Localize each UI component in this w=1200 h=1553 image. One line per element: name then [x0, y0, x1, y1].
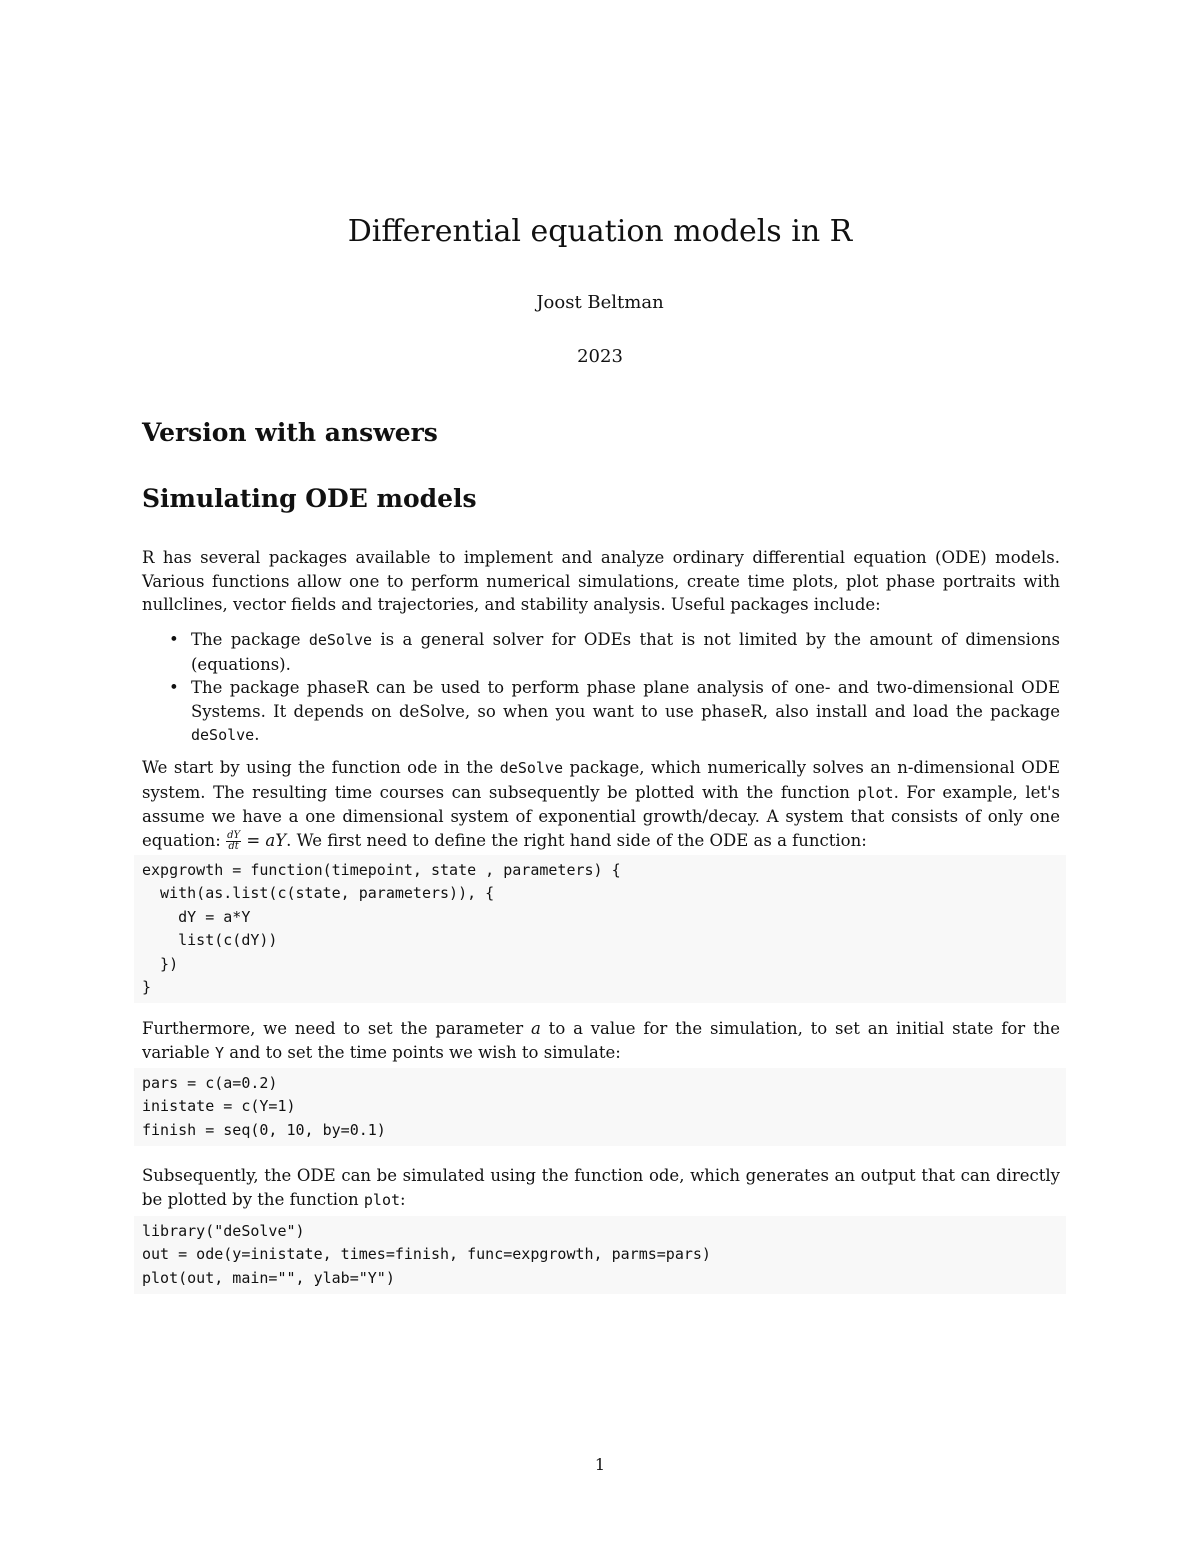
- list-item: • The package phaseR can be used to perform phase plane analysis of one- and two-dimensional ODE Systems. It depends on deSolve, so when you want to use phaseR, also install and load the package deSolve.: [169, 678, 1060, 744]
- parameter-variable: a: [531, 1019, 541, 1038]
- equation-rhs: = aY: [241, 830, 287, 850]
- heading-version: Version with answers: [142, 418, 438, 447]
- code-block-function: expgrowth = function(timepoint, state , parameters) { with(as.list(c(state, parameters)), { dY = a*Y list(c(dY)) }) }: [134, 855, 1066, 1003]
- inline-code: deSolve: [499, 759, 563, 777]
- page-number: 1: [594, 1455, 606, 1474]
- simulate-paragraph: Subsequently, the ODE can be simulated using the function ode, which generates an output that can directly be plotted by the function plot:: [142, 1166, 1060, 1209]
- author-name: Joost Beltman: [536, 292, 664, 313]
- inline-code: Y: [215, 1043, 225, 1062]
- ode-intro-paragraph: We start by using the function ode in the deSolve package, which numerically solves an n-dimensional ODE system. The resulting time courses can subsequently be plotted with the function plot. For example, let's assume we have a one dimensional system of exponential growth/decay. A system that consists of only one equation: $\frac{dY}{dt}$ = aY. We first need to define the right hand side of the ODE as a function:: [142, 758, 1060, 852]
- inline-code: plot: [363, 1190, 401, 1209]
- list-item: • The package deSolve is a general solver for ODEs that is not limited by the amount of dimensions (equations).: [169, 630, 1060, 674]
- inline-code: plot: [857, 783, 894, 802]
- derivative-fraction: $\frac{dY}{dt}$: [227, 829, 241, 852]
- document-date: 2023: [577, 346, 623, 367]
- inline-code: deSolve: [191, 726, 255, 744]
- bullet-icon: •: [169, 630, 179, 649]
- code-block-parameters: pars = c(a=0.2) inistate = c(Y=1) finish = seq(0, 10, by=0.1): [134, 1068, 1066, 1146]
- inline-code: deSolve: [308, 631, 373, 649]
- bullet-icon: •: [169, 678, 179, 697]
- heading-simulating: Simulating ODE models: [142, 484, 477, 513]
- package-list: [142, 628, 1060, 748]
- document-title: Differential equation models in R: [347, 214, 853, 249]
- intro-paragraph: R has several packages available to implement and analyze ordinary differential equation (ODE) models. Various functions allow one to perform numerical simulations, create time plots, plot phase portraits with nullclines, vector fields and trajectories, and stability analysis. Useful packages include:: [142, 548, 1060, 614]
- parameters-paragraph: Furthermore, we need to set the parameter a to a value for the simulation, to set an initial state for the variable Y and to set the time points we wish to simulate:: [142, 1019, 1060, 1062]
- code-block-simulate: library("deSolve") out = ode(y=inistate, times=finish, func=expgrowth, parms=pars) plot(out, main="", ylab="Y"): [134, 1216, 1066, 1294]
